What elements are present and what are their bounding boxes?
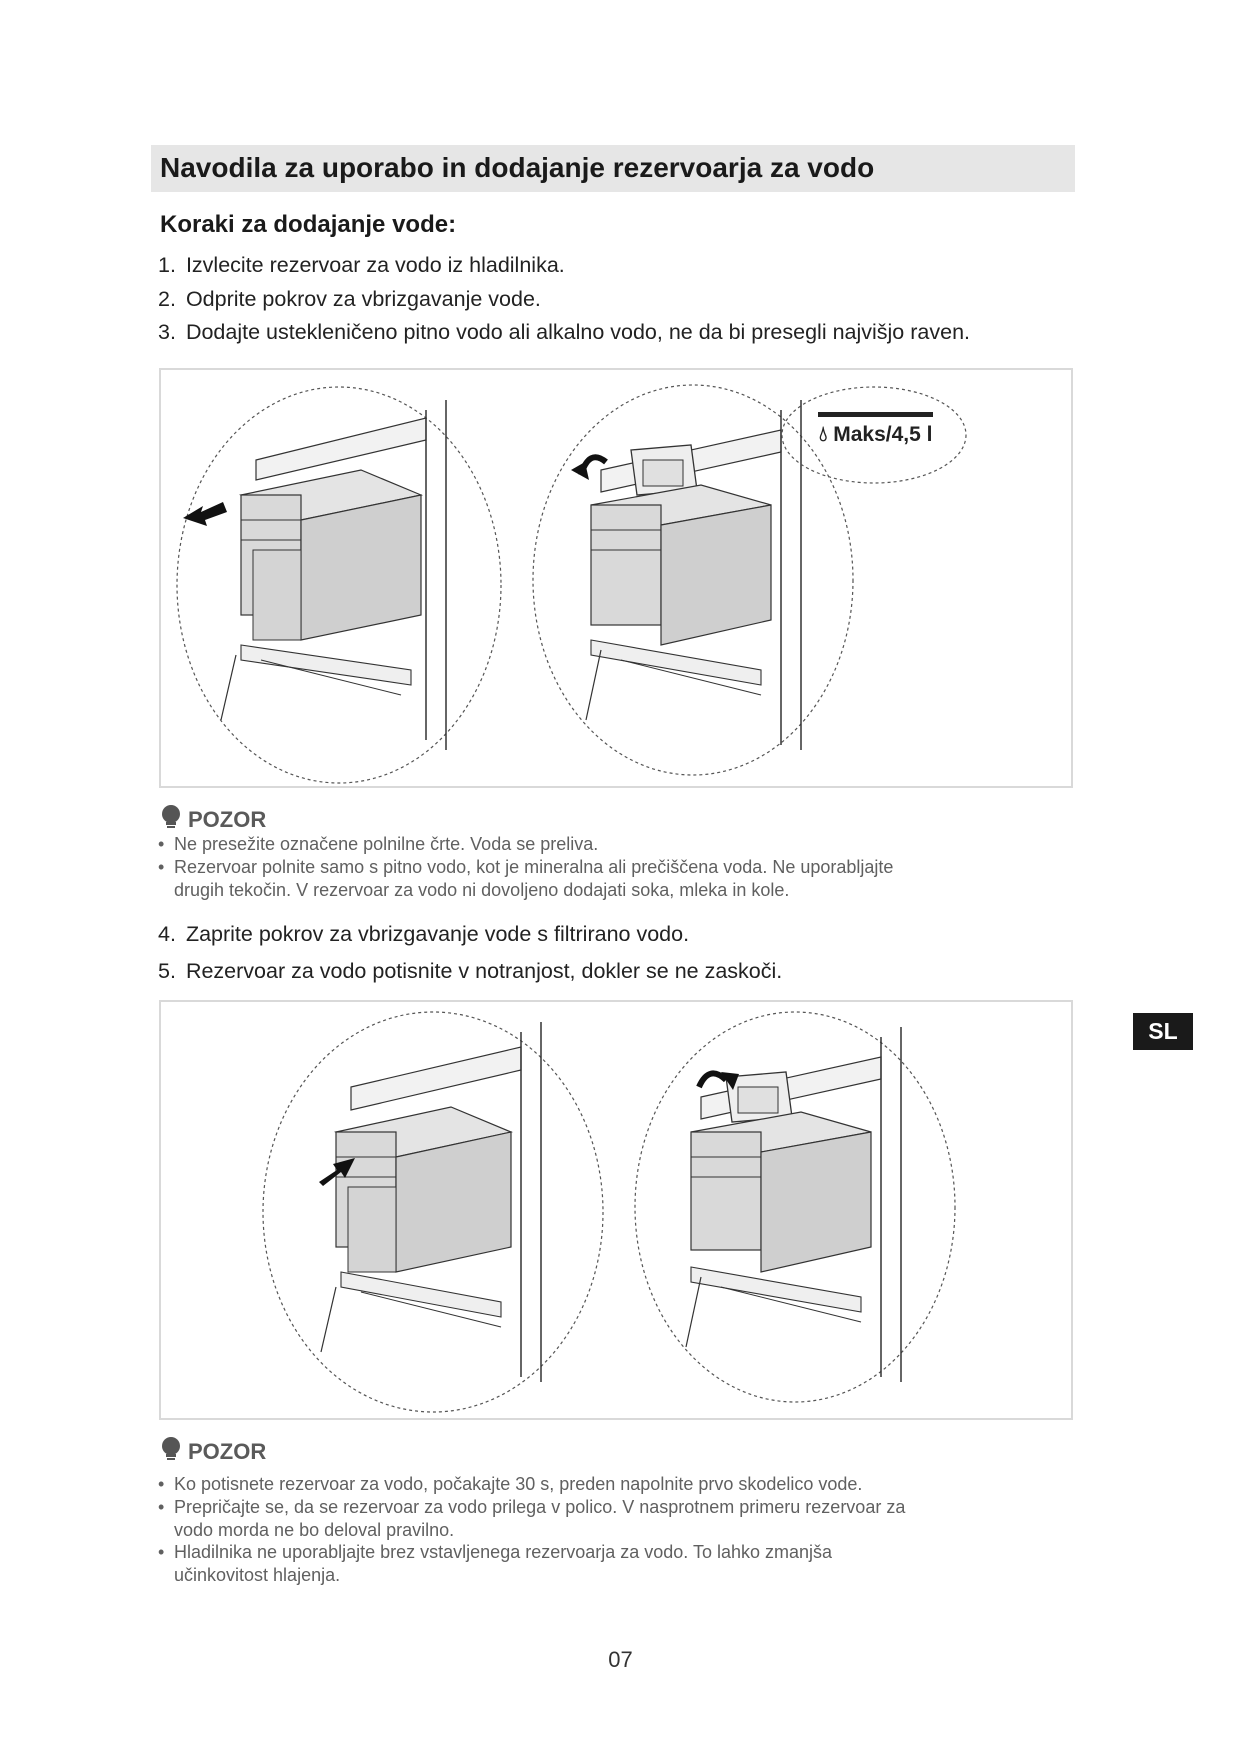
page-title: Navodila za uporabo in dodajanje rezervoarja za vodo [160,152,875,183]
lightbulb-icon [160,1437,182,1467]
bullet-text-cont: drugih tekočin. V rezervoar za vodo ni dovoljeno dodajati soka, mleka in kole. [174,880,790,900]
bullet-text-cont: vodo morda ne bo deloval pravilno. [174,1520,455,1540]
bullet-text: Rezervoar polnite samo s pitno vodo, kot je mineralna ali prečiščena voda. Ne uporabljajte [174,857,894,877]
caution-label: POZOR [188,1439,267,1464]
caution-bullet: • Rezervoar polnite samo s pitno vodo, kot je mineralna ali prečiščena voda. Ne uporabljajte drugih tekočin. V rezervoar za vodo ni dovoljeno dodajati soka, mleka in kole. [158,856,1078,902]
step-1 [158,253,565,278]
caution-bullet: • Ne presežite označene polnilne črte. Voda se preliva. [158,834,599,854]
step-number: 2. [158,287,176,311]
bullet-text: Ko potisnete rezervoar za vodo, počakajte 30 s, preden napolnite prvo skodelico vode. [174,1474,863,1494]
step-text: Rezervoar za vodo potisnite v notranjost, dokler se ne zaskoči. [185,959,783,983]
section-subtitle: Koraki za dodajanje vode: [160,211,457,238]
step-4 [158,922,689,947]
remove-tank-illustration [177,387,501,783]
bullet-text: Ne presežite označene polnilne črte. Voda se preliva. [174,834,599,854]
step-number: 4. [158,922,176,946]
step-number: 5. [158,959,176,983]
language-badge: SL [1133,1013,1193,1050]
max-level-text: Maks/4,5 l [833,423,933,446]
step-number: 1. [158,253,176,277]
step-text: Dodajte ustekleničeno pitno vodo ali alkalno vodo, ne da bi presegli najvišjo raven. [185,320,970,344]
figure2-svg [161,1002,1075,1422]
caution-bullet: • Ko potisnete rezervoar za vodo, počakajte 30 s, preden napolnite prvo skodelico vode. [158,1474,863,1494]
max-level-label [819,423,932,447]
open-lid-illustration [533,385,853,775]
close-lid-illustration [635,1012,955,1402]
bullet-text: Hladilnika ne uporabljajte brez vstavljenega rezervoarja za vodo. To lahko zmanjša [174,1542,833,1562]
step-text: Odprite pokrov za vbrizgavanje vode. [185,287,541,311]
step-5 [158,959,782,984]
water-drop-icon: 💧︎ [819,423,828,446]
figure1-svg [161,370,1075,790]
caution-bullet: • Prepričajte se, da se rezervoar za vodo prilega v polico. V nasprotnem primeru rezervoar za vodo morda ne bo deloval pravilno. [158,1496,1078,1542]
step-text: Zaprite pokrov za vbrizgavanje vode s filtrirano vodo. [185,922,690,946]
caution-label: POZOR [188,807,267,832]
caution-heading-2 [160,1437,266,1467]
insert-tank-illustration [263,1012,603,1412]
bullet-text-cont: učinkovitost hlajenja. [174,1565,341,1585]
illustration-remove-and-open [159,368,1073,788]
illustration-close-and-insert [159,1000,1073,1420]
lightbulb-icon [160,805,182,835]
step-text: Izvlecite rezervoar za vodo iz hladilnika. [185,253,565,277]
bullet-text: Prepričajte se, da se rezervoar za vodo prilega v polico. V nasprotnem primeru rezervoar za [174,1497,906,1517]
caution-heading-1 [160,805,266,835]
caution-bullet: • Hladilnika ne uporabljajte brez vstavljenega rezervoarja za vodo. To lahko zmanjša učinkovitost hlajenja. [158,1541,1078,1587]
step-2 [158,287,541,312]
step-number: 3. [158,320,176,344]
page-number: 07 [608,1647,633,1672]
step-3 [158,320,970,345]
